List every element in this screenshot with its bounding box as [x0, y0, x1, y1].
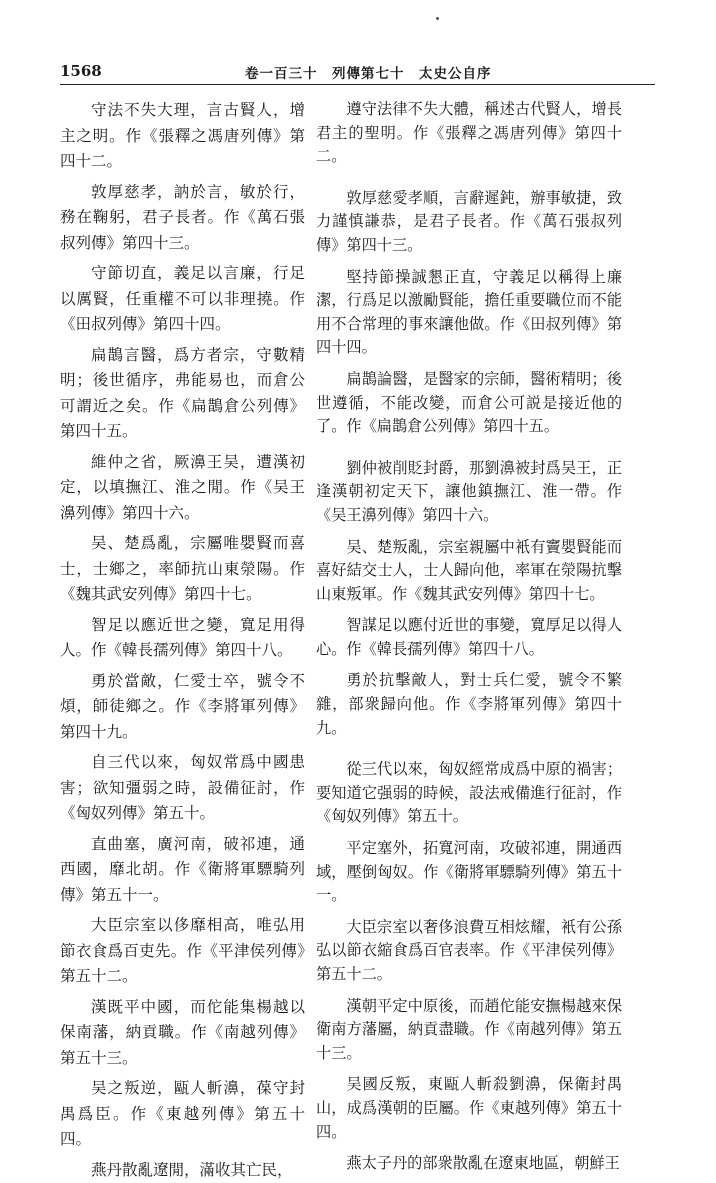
- translation-paragraph: 燕太子丹的部衆散亂在遼東地區，朝鮮王: [316, 1152, 622, 1176]
- original-paragraph: 吴、楚爲亂，宗屬唯嬰賢而喜士，士鄉之，率師抗山東滎陽。作《魏其武安列傳》第四十七。: [60, 531, 305, 608]
- scan-speck: [436, 17, 439, 20]
- translation-paragraph: 大臣宗室以奢侈浪費互相炫耀，衹有公孫弘以節衣縮食爲百官表率。作《平津侯列傳》第五十二。: [316, 916, 622, 987]
- translation-paragraph: 扁鵲論醫，是醫家的宗師，醫術精明；後世遵循，不能改變，而倉公可説是接近他的了。作《扁鵲倉公列傳》第四十五。: [316, 368, 622, 439]
- original-paragraph: 守法不失大理，言古賢人，增主之明。作《張釋之馮唐列傳》第四十二。: [60, 98, 305, 175]
- translation-paragraph: 遵守法律不失大體，稱述古代賢人，增長君主的聖明。作《張釋之馮唐列傳》第四十二。: [316, 98, 622, 169]
- translation-paragraph: 漢朝平定中原後，而趙佗能安撫楊越來保衛南方藩屬，納貢盡職。作《南越列傳》第五十三。: [316, 995, 622, 1066]
- translation-paragraph: 堅持節操誠懇正直，守義足以稱得上廉潔，行爲足以激勵賢能，擔任重要職位而不能用不合常理的事來讓他做。作《田叔列傳》第四十四。: [316, 266, 622, 360]
- translation-column: [316, 98, 622, 988]
- original-paragraph: 勇於當敵，仁愛士卒，號令不煩，師徒鄉之。作《李將軍列傳》第四十九。: [60, 669, 305, 746]
- translation-paragraph: 勇於抗擊敵人，對士兵仁愛，號令不繁雜，部衆歸向他。作《李將軍列傳》第四十九。: [316, 669, 622, 740]
- translation-paragraph: 吴國反叛，東甌人斬殺劉濞，保衛封禺山，成爲漢朝的臣屬。作《東越列傳》第五十四。: [316, 1073, 622, 1144]
- original-paragraph: 燕丹散亂遼閒，滿收其亡民，: [60, 1158, 305, 1183]
- translation-paragraph: 敦厚慈愛孝順，言辭遲鈍，辦事敏捷，致力謹慎謙恭，是君子長者。作《萬石張叔列傳》第四十三。: [316, 187, 622, 258]
- running-head: 卷一百三十 列傳第七十 太史公自序: [245, 62, 492, 82]
- original-text-column: [60, 98, 305, 988]
- original-paragraph: 扁鵲言醫，爲方者宗，守數精明；後世循序，弗能易也，而倉公可謂近之矣。作《扁鵲倉公列傳》第四十五。: [60, 343, 305, 445]
- translation-paragraph: 平定塞外，拓寬河南，攻破祁連，開通西域，壓倒匈奴。作《衛將軍驃騎列傳》第五十一。: [316, 837, 622, 908]
- translation-paragraph: 智謀足以應付近世的事變，寬厚足以得人心。作《韓長孺列傳》第四十八。: [316, 614, 622, 661]
- translation-paragraph: 劉仲被削貶封爵，那劉濞被封爲吴王，正逢漢朝初定天下，讓他鎮撫江、淮一帶。作《吴王濞列傳》第四十六。: [316, 457, 622, 528]
- original-paragraph: 敦厚慈孝，訥於言，敏於行，務在鞠躬，君子長者。作《萬石張叔列傳》第四十三。: [60, 180, 305, 257]
- header-rule: [60, 84, 655, 85]
- original-paragraph: 吴之叛逆，甌人斬濞，葆守封禺爲臣。作《東越列傳》第五十四。: [60, 1076, 305, 1153]
- original-paragraph: 維仲之省，厥濞王吴，遭漢初定，以填撫江、淮之閒。作《吴王濞列傳》第四十六。: [60, 450, 305, 527]
- original-paragraph: 智足以應近世之變，寬足用得人。作《韓長孺列傳》第四十八。: [60, 613, 305, 664]
- original-paragraph: 守節切直，義足以言廉，行足以厲賢，任重權不可以非理撓。作《田叔列傳》第四十四。: [60, 261, 305, 338]
- page-number: 1568: [60, 62, 102, 80]
- original-paragraph: 漢既平中國，而佗能集楊越以保南藩，納貢職。作《南越列傳》第五十三。: [60, 995, 305, 1072]
- translation-paragraph: 吴、楚叛亂，宗室親屬中衹有竇嬰賢能而喜好結交士人，士人歸向他，率軍在滎陽抗擊山東叛軍。作《魏其武安列傳》第四十七。: [316, 536, 622, 607]
- translation-paragraph: 從三代以來，匈奴經常成爲中原的禍害；要知道它强弱的時候，設法戒備進行征討，作《匈奴列傳》第五十。: [316, 758, 622, 829]
- original-paragraph: 自三代以來，匈奴常爲中國患害；欲知彊弱之時，設備征討，作《匈奴列傳》第五十。: [60, 750, 305, 827]
- original-paragraph: 直曲塞，廣河南，破祁連，通西國，靡北胡。作《衛將軍驃騎列傳》第五十一。: [60, 832, 305, 909]
- original-paragraph: 大臣宗室以侈靡相高，唯弘用節衣食爲百吏先。作《平津侯列傳》第五十二。: [60, 913, 305, 990]
